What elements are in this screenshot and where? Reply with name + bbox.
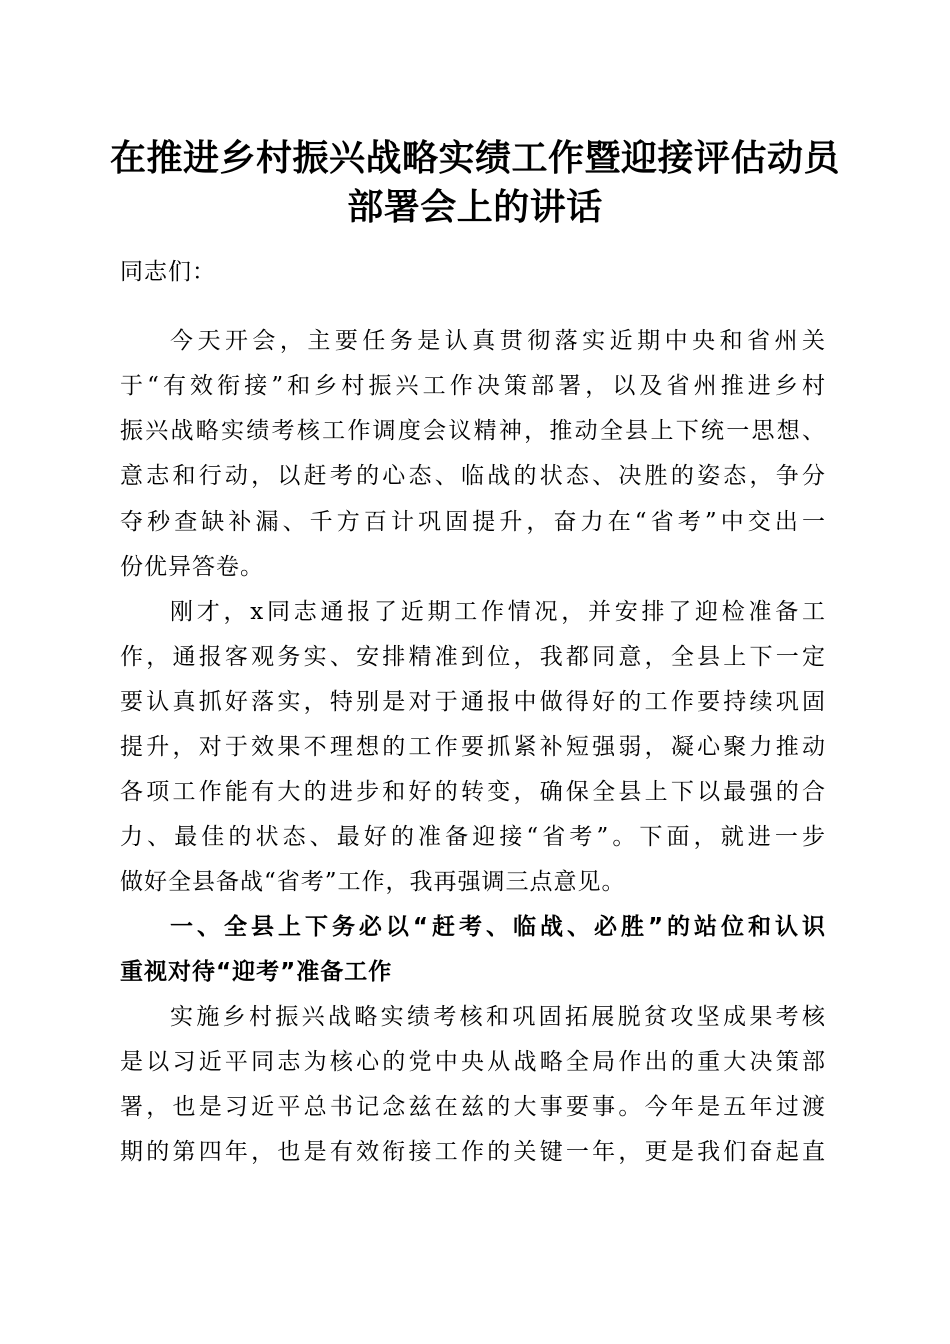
paragraph-2-line: 做好全县备战“省考”工作，我再强调三点意见。 bbox=[120, 869, 626, 895]
paragraph-1-line: 于“有效衔接”和乡村振兴工作决策部署，以及省州推进乡村 bbox=[120, 373, 825, 399]
paragraph-2-line: 作，通报客观务实、安排精准到位，我都同意，全县上下一定 bbox=[120, 644, 825, 670]
paragraph-1-line: 振兴战略实绩考核工作调度会议精神，推动全县上下统一思想、 bbox=[120, 418, 825, 444]
paragraph-3-line: 实施乡村振兴战略实绩考核和巩固拓展脱贫攻坚成果考核 bbox=[170, 1004, 825, 1030]
paragraph-1-line: 份优异答卷。 bbox=[120, 554, 264, 580]
paragraph-1-line: 夺秒查缺补漏、千方百计巩固提升，奋力在“省考”中交出一 bbox=[120, 509, 825, 535]
paragraph-2-line: 刚才，x同志通报了近期工作情况，并安排了迎检准备工 bbox=[170, 599, 825, 625]
paragraph-2-line: 力、最佳的状态、最好的准备迎接“省考”。下面，就进一步 bbox=[120, 824, 825, 850]
paragraph-2-line: 各项工作能有大的进步和好的转变，确保全县上下以最强的合 bbox=[120, 779, 825, 805]
section-heading-1-line: 一、全县上下务必以“赶考、临战、必胜”的站位和认识 bbox=[170, 914, 825, 940]
section-heading-1-line: 重视对待“迎考”准备工作 bbox=[120, 959, 393, 985]
paragraph-1-line: 意志和行动，以赶考的心态、临战的状态、决胜的姿态，争分 bbox=[120, 463, 825, 489]
paragraph-3-line: 是以习近平同志为核心的党中央从战略全局作出的重大决策部 bbox=[120, 1049, 825, 1075]
paragraph-3-line: 署，也是习近平总书记念兹在兹的大事要事。今年是五年过渡 bbox=[120, 1094, 825, 1120]
paragraph-1-line: 今天开会，主要任务是认真贯彻落实近期中央和省州关 bbox=[170, 328, 825, 354]
paragraph-3-line: 期的第四年，也是有效衔接工作的关键一年，更是我们奋起直 bbox=[120, 1139, 825, 1165]
paragraph-2-line: 要认真抓好落实，特别是对于通报中做得好的工作要持续巩固 bbox=[120, 689, 825, 715]
document-title-line-1: 在推进乡村振兴战略实绩工作暨迎接评估动员 bbox=[109, 137, 840, 179]
paragraph-2-line: 提升，对于效果不理想的工作要抓紧补短强弱，凝心聚力推动 bbox=[120, 734, 825, 760]
salutation: 同志们： bbox=[120, 259, 216, 285]
document-title-line-2: 部署会上的讲话 bbox=[347, 186, 603, 228]
